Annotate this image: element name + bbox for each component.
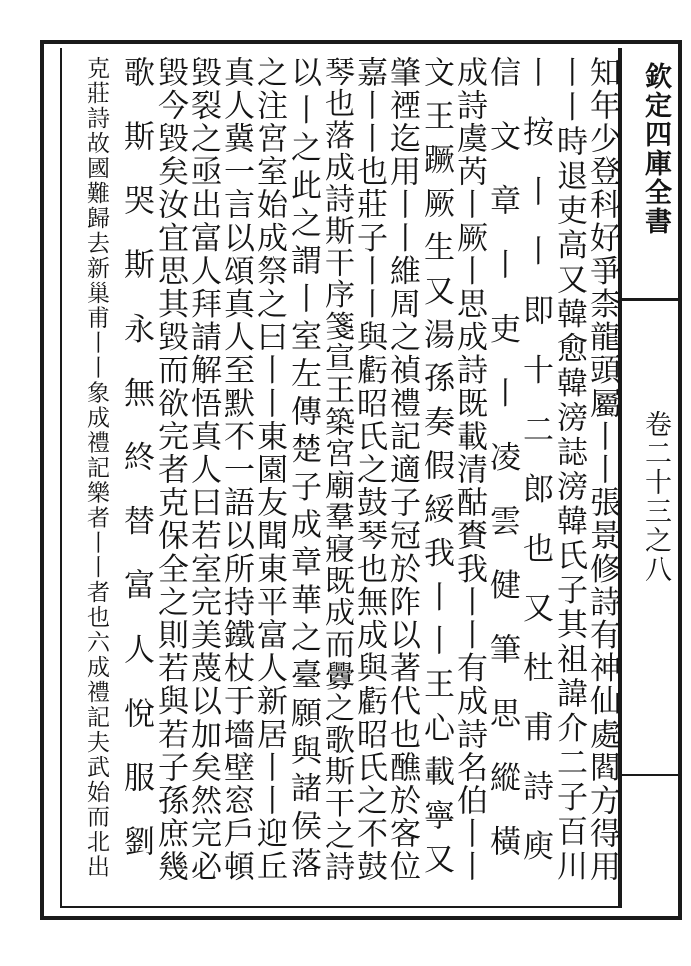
text-column-9: 琴也落成詩斯干序箋宣王築宮廟羣寢既成而釁之歌斯干之詩	[319, 56, 354, 884]
text-column-2: 丨丨時退吏高又韓愈韓滂誌滂韓氏子其祖諱介二子百川	[551, 56, 587, 884]
text-column-11: 之注宮室始成祭之曰丨丨東園友聞東平富人新居丨丨迎丘	[251, 56, 287, 884]
text-column-10: 以丨之此之謂丨室左傳楚子成章華之臺願與諸侯落	[285, 56, 321, 885]
text-column-15: 歌斯哭斯永無終替富人悅服劉	[118, 56, 154, 890]
text-column-6: 文王蹶厥生又湯孫奏假綏我丨丨王心載寧又	[418, 56, 454, 887]
collection-title: 欽定四庫全書	[640, 62, 671, 236]
text-column-13: 毀裂之亟出富人拜請解悟真人曰若室完美蔑以加矣然完必	[185, 56, 221, 884]
text-column-12: 真人冀一言以頌真人至默不一語以所持鐵杖于墻壁窓戶頓	[218, 56, 254, 884]
margin-divider-lower	[620, 774, 682, 776]
text-column-14: 毀今毀矣汝宜思其毀而欲完者克保全之則若與若子孫庶幾	[152, 56, 188, 884]
text-column-3: 丨按丨丨即十二郎也又杜甫詩庾	[517, 56, 553, 889]
text-column-7: 肇禋迄用丨丨維周之禎禮記適子冠於阼以著代也醮於客位	[384, 56, 420, 884]
text-column-16: 克莊詩故國難歸去新巢甫丨丨象成禮記樂者丨丨者也六成禮記夫武始而北出	[83, 56, 109, 880]
text-column-1: 知年少登科好爭柰龍頭屬丨丨張景修詩有神仙處閻方得用	[584, 56, 620, 884]
text-column-8: 嘉丨丨也莊子丨丨與虧昭氏之鼓琴也無成與虧昭氏之不鼓	[351, 56, 387, 884]
volume-label: 卷二十三之八	[640, 410, 671, 584]
text-column-5: 成詩虞芮丨厥丨思成詩既載清酤賚我丨丨有成詩名伯丨丨	[451, 56, 487, 884]
text-column-4: 信文章丨吏丨凌雲健筆思縱橫	[484, 56, 520, 890]
margin-divider	[620, 298, 682, 301]
